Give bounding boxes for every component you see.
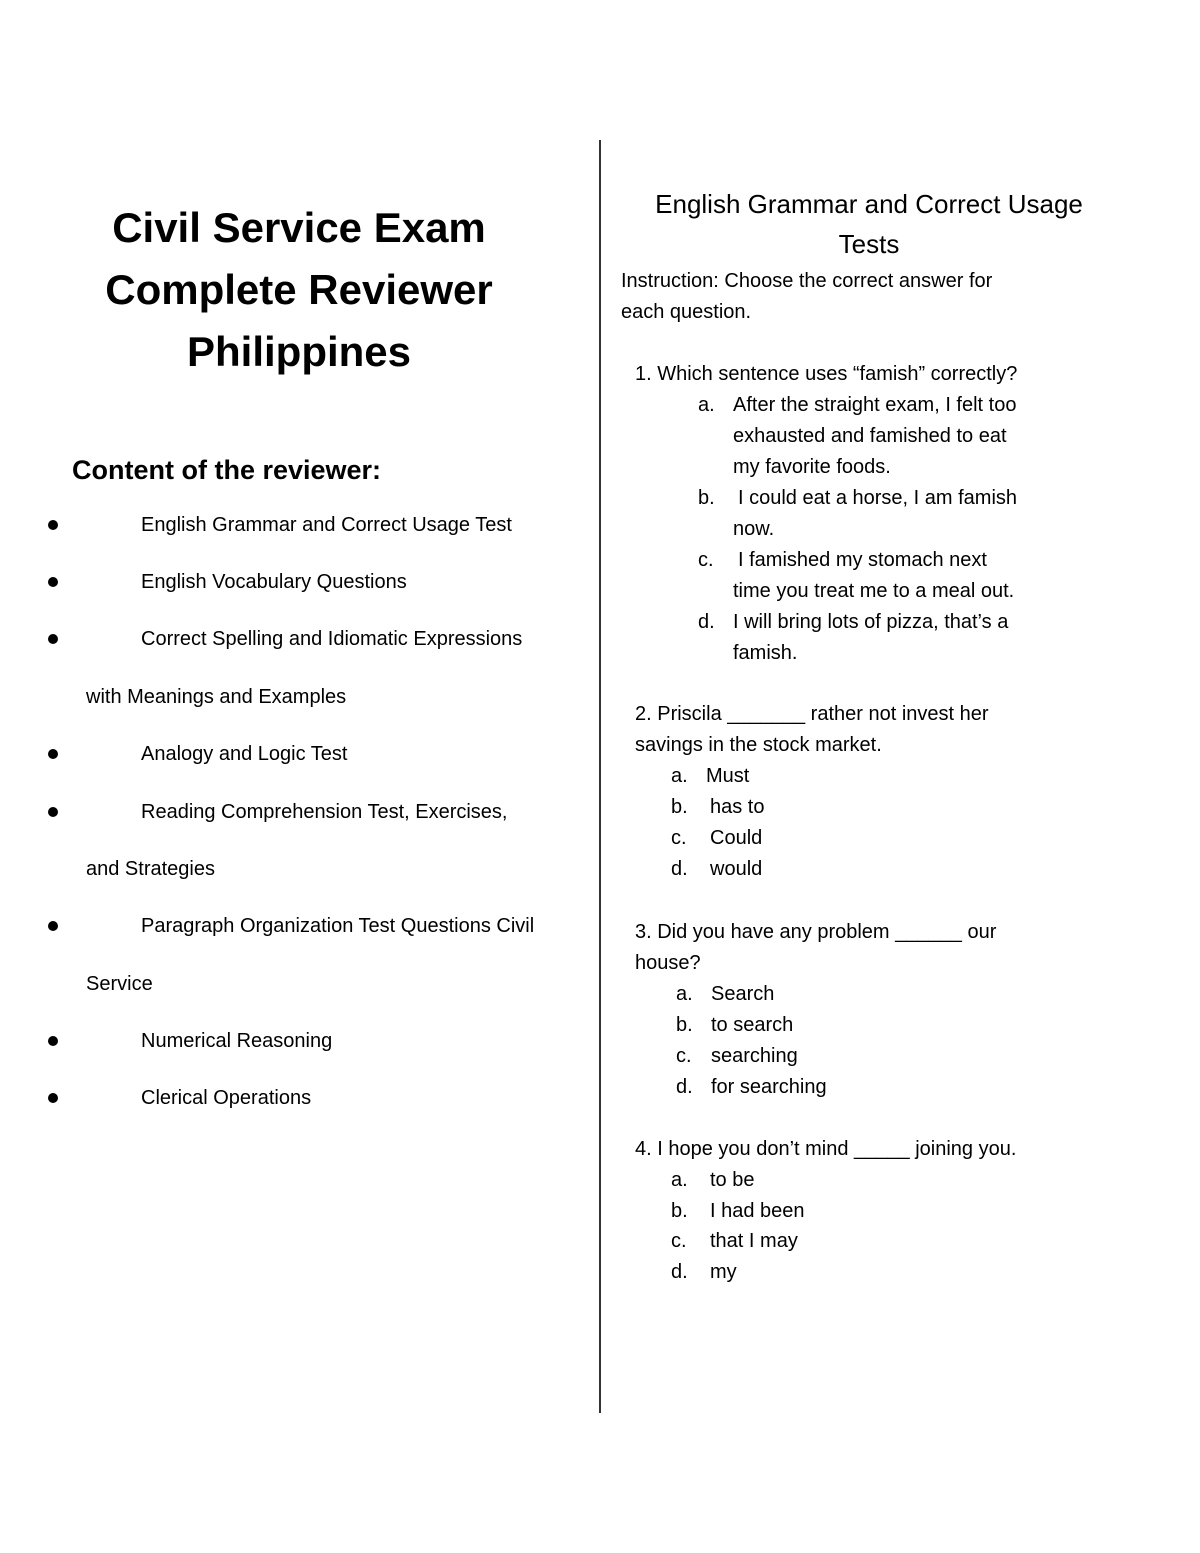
option-letter: b.	[698, 487, 715, 509]
contents-item-label: Reading Comprehension Test, Exercises,	[141, 801, 508, 823]
title-line: Complete Reviewer	[105, 266, 493, 313]
option-text: would	[710, 858, 763, 880]
option-text: to search	[711, 1014, 794, 1036]
option-letter: d.	[671, 858, 688, 880]
contents-item-label: Analogy and Logic Test	[141, 743, 348, 765]
option-letter: b.	[671, 796, 688, 818]
bullet-icon	[48, 921, 58, 931]
contents-heading: Content of the reviewer:	[72, 455, 382, 485]
option-text: has to	[710, 796, 765, 818]
instruction-text: each question.	[621, 301, 752, 323]
option-letter: c.	[676, 1045, 692, 1067]
question-stem: house?	[635, 952, 701, 974]
option-text: to be	[710, 1169, 755, 1191]
section-title-line: English Grammar and Correct Usage	[655, 189, 1083, 219]
question-stem: 1. Which sentence uses “famish” correctly?	[635, 363, 1018, 385]
contents-item-label: Correct Spelling and Idiomatic Expressions	[141, 628, 523, 650]
document-title	[60, 197, 538, 383]
option-text: Must	[706, 765, 750, 787]
option-text: I could eat a horse, I am famish	[738, 487, 1018, 509]
bullet-icon	[48, 807, 58, 817]
title-line: Philippines	[186, 328, 412, 375]
bullet-icon	[48, 749, 58, 759]
bullet-icon	[48, 634, 58, 644]
contents-item-continuation: with Meanings and Examples	[86, 686, 347, 708]
contents-item-label: English Vocabulary Questions	[141, 571, 407, 593]
column-divider	[599, 140, 601, 1413]
option-text: I will bring lots of pizza, that’s a	[733, 611, 1009, 633]
contents-item-label: Paragraph Organization Test Questions Civil	[141, 915, 535, 937]
option-letter: a.	[671, 1169, 688, 1191]
title-line: Civil Service Exam	[112, 204, 486, 251]
question-stem: 3. Did you have any problem ______ our	[635, 921, 997, 943]
option-letter: d.	[671, 1261, 688, 1283]
option-text: time you treat me to a meal out.	[733, 580, 1015, 602]
option-text: that I may	[710, 1230, 798, 1252]
bullet-icon	[48, 520, 58, 530]
option-letter: b.	[676, 1014, 693, 1036]
question-stem: 2. Priscila _______ rather not invest her	[635, 703, 989, 725]
section-title	[610, 184, 1128, 264]
bullet-icon	[48, 1093, 58, 1103]
option-text: famish.	[733, 642, 798, 664]
section-title-line: Tests	[838, 229, 900, 259]
option-text: for searching	[711, 1076, 827, 1098]
option-letter: a.	[671, 765, 688, 787]
instruction-text: Instruction: Choose the correct answer for	[621, 270, 993, 292]
option-text: I had been	[710, 1200, 805, 1222]
option-text: I famished my stomach next	[738, 549, 987, 571]
question-stem: 4. I hope you don’t mind _____ joining you.	[635, 1138, 1017, 1160]
option-text: Search	[711, 983, 775, 1005]
option-text: exhausted and famished to eat	[733, 425, 1007, 447]
option-letter: a.	[676, 983, 693, 1005]
contents-item-label: English Grammar and Correct Usage Test	[141, 514, 512, 536]
contents-item-label: Clerical Operations	[141, 1087, 312, 1109]
bullet-icon	[48, 577, 58, 587]
contents-item-continuation: Service	[86, 973, 153, 995]
option-text: now.	[733, 518, 775, 540]
option-letter: a.	[698, 394, 715, 416]
option-letter: d.	[698, 611, 715, 633]
question-stem: savings in the stock market.	[635, 734, 882, 756]
option-letter: c.	[698, 549, 714, 571]
option-text: After the straight exam, I felt too	[733, 394, 1017, 416]
option-text: my favorite foods.	[733, 456, 891, 478]
contents-item-continuation: and Strategies	[86, 858, 215, 880]
contents-item-label: Numerical Reasoning	[141, 1030, 333, 1052]
option-letter: c.	[671, 1230, 687, 1252]
option-text: my	[710, 1261, 737, 1283]
option-text: Could	[710, 827, 763, 849]
option-letter: b.	[671, 1200, 688, 1222]
option-text: searching	[711, 1045, 798, 1067]
bullet-icon	[48, 1036, 58, 1046]
option-letter: d.	[676, 1076, 693, 1098]
option-letter: c.	[671, 827, 687, 849]
